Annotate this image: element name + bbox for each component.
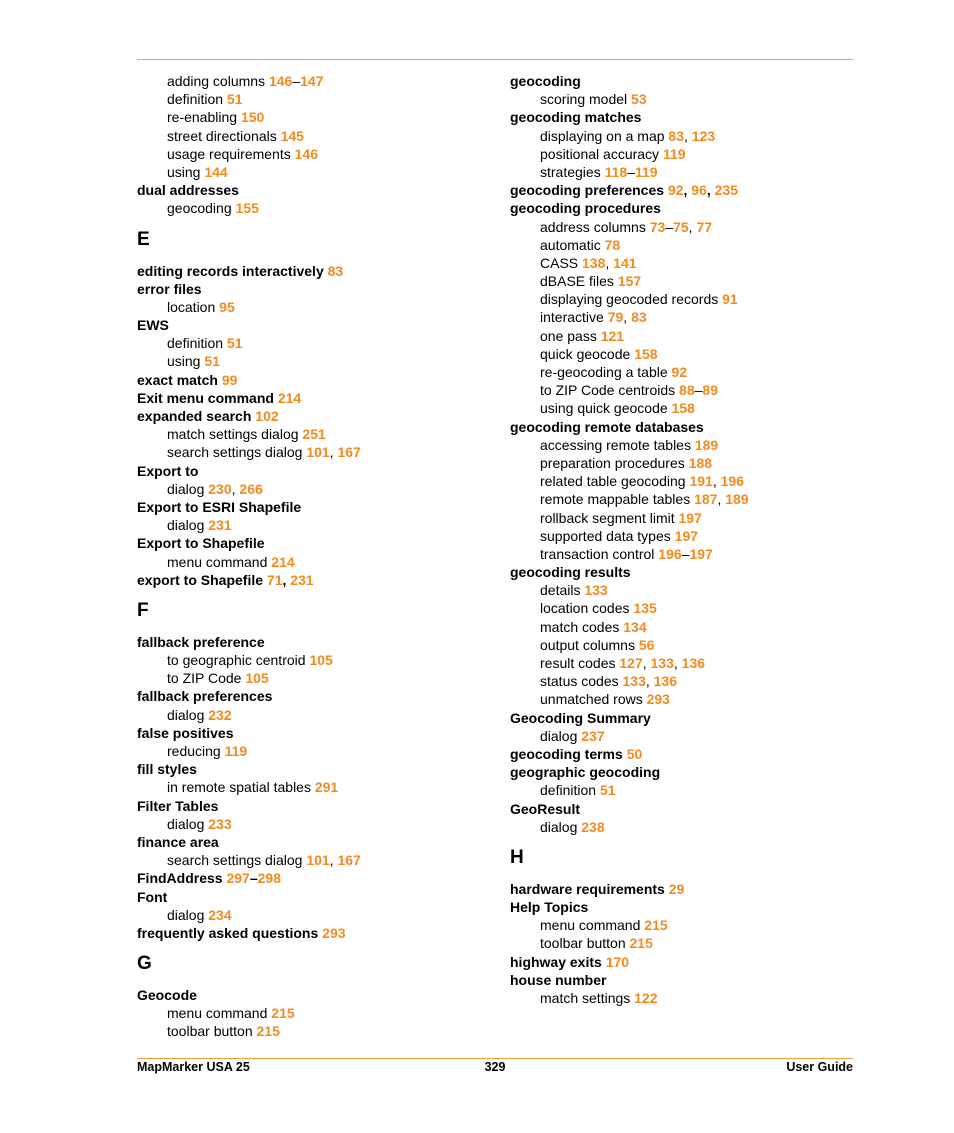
index-entry <box>510 800 860 818</box>
index-entry <box>510 898 860 916</box>
page-link[interactable]: 158 <box>671 400 695 417</box>
page-link[interactable]: 196 <box>720 473 744 490</box>
entry-text: Geocode <box>137 987 197 1004</box>
entry-text: menu command <box>167 553 272 570</box>
index-column-left <box>137 72 497 1041</box>
index-entry <box>510 563 860 581</box>
entry-text: match codes <box>540 618 624 635</box>
index-entry <box>137 924 497 942</box>
entry-text: Font <box>137 888 168 905</box>
page-link[interactable]: 118 <box>604 163 628 180</box>
entry-text: usage requirements <box>167 145 295 162</box>
index-subentry: displaying on a map 83, 123 <box>540 127 716 144</box>
entry-text: Export to Shapefile <box>137 535 265 552</box>
page-link[interactable]: 197 <box>678 509 702 526</box>
entry-text: definition <box>167 335 227 352</box>
page-link[interactable]: 127 <box>619 655 643 671</box>
entry-text: displaying geocoded records <box>540 291 723 308</box>
page-link[interactable]: 92 <box>671 364 688 380</box>
index-subentry <box>137 778 497 796</box>
index-subentry: address columns 73–75, 77 <box>540 218 713 235</box>
page-link[interactable]: 230 <box>208 480 232 497</box>
index-letter-heading <box>137 218 497 262</box>
entry-text: status codes <box>540 673 623 690</box>
entry-text: adding columns <box>167 73 269 89</box>
index-subentry: result codes 127, 133, 136 <box>540 655 706 671</box>
page-link[interactable]: 197 <box>689 545 713 562</box>
entry-text: false positives <box>137 724 234 741</box>
page-link[interactable]: 56 <box>638 636 655 653</box>
entry-text: remote mappable tables <box>540 491 695 508</box>
index-subentry <box>137 199 497 217</box>
page-link[interactable]: 141 <box>613 254 637 271</box>
index-subentry <box>510 581 860 599</box>
entry-text: dialog <box>167 815 209 832</box>
page-link[interactable]: 170 <box>605 953 630 970</box>
entry-text: menu command <box>167 1005 272 1022</box>
page-link[interactable]: 135 <box>633 600 657 617</box>
page-link[interactable]: 235 <box>714 182 739 199</box>
index-entry <box>137 498 497 516</box>
index-subentry <box>510 327 860 345</box>
entry-text: supported data types <box>540 527 675 544</box>
entry-text: F <box>137 599 149 621</box>
index-entry <box>137 280 497 298</box>
index-subentry <box>510 690 860 708</box>
page-link[interactable]: 231 <box>208 517 232 534</box>
entry-text: geocoding <box>167 200 236 217</box>
index-entry <box>137 797 497 815</box>
index-entry <box>137 389 497 407</box>
page-link[interactable]: 83 <box>668 127 684 144</box>
entry-text: re-geocoding a table <box>540 364 672 380</box>
page-link[interactable]: 136 <box>681 655 706 671</box>
index-subentry <box>137 906 497 924</box>
index-subentry: related table geocoding 191, 196 <box>540 473 744 490</box>
index-entry <box>137 262 497 280</box>
page-link[interactable]: 215 <box>644 917 668 934</box>
page-link[interactable]: 92 <box>667 182 684 199</box>
page-link[interactable]: 167 <box>337 444 361 461</box>
index-entry <box>510 763 860 781</box>
page-link[interactable]: 237 <box>581 727 605 744</box>
entry-text: frequently asked questions <box>137 924 323 941</box>
index-entry <box>510 199 860 217</box>
index-subentry <box>137 815 497 833</box>
index-entry <box>137 181 497 199</box>
entry-text: house number <box>510 971 607 988</box>
page-link[interactable]: 158 <box>634 345 658 362</box>
entry-text: to ZIP Code <box>167 670 246 687</box>
entry-text: match settings dialog <box>167 426 303 443</box>
page-link[interactable]: 233 <box>208 815 232 832</box>
entry-text: location <box>167 298 220 315</box>
index-subentry <box>510 436 860 454</box>
page-link[interactable]: 232 <box>208 706 232 723</box>
entry-text: scoring model <box>540 91 632 108</box>
entry-text: Export to ESRI Shapefile <box>137 498 302 515</box>
page-link[interactable]: 119 <box>224 743 248 759</box>
entry-text: match settings <box>540 990 635 1006</box>
entry-text: error files <box>137 280 202 297</box>
index-subentry <box>510 345 860 363</box>
page-link[interactable]: 88 <box>679 382 695 399</box>
index-subentry: interactive 79, 83 <box>540 309 647 326</box>
entry-text: fallback preferences <box>137 688 273 705</box>
index-entry: export to Shapefile 71, 231 <box>137 571 314 588</box>
index-subentry <box>510 454 860 472</box>
entry-text: Filter Tables <box>137 797 219 814</box>
index-subentry <box>137 553 497 571</box>
entry-text: Geocoding Summary <box>510 709 651 726</box>
index-subentry <box>510 599 860 617</box>
entry-text: accessing remote tables <box>540 436 695 453</box>
page-link[interactable]: 144 <box>204 163 228 180</box>
entry-text: strategies <box>540 163 605 180</box>
entry-text: H <box>510 846 524 868</box>
index-entry <box>137 687 497 705</box>
footer-guide-title: User Guide <box>786 1060 853 1074</box>
entry-text: menu command <box>540 917 645 934</box>
page-link[interactable]: 266 <box>239 480 263 497</box>
page-link[interactable]: 123 <box>691 127 716 144</box>
entry-text: location codes <box>540 600 634 617</box>
entry-text: FindAddress <box>137 870 227 887</box>
entry-text: geocoding terms <box>510 745 627 762</box>
page-link[interactable]: 96 <box>691 182 707 199</box>
page-link[interactable]: 77 <box>696 218 713 235</box>
entry-text: search settings dialog <box>167 852 307 869</box>
page-link[interactable]: 51 <box>226 91 243 108</box>
index-subentry: to ZIP Code centroids 88–89 <box>540 382 718 399</box>
page-link[interactable]: 99 <box>221 371 238 388</box>
index-subentry <box>137 298 497 316</box>
entry-text: dialog <box>540 727 582 744</box>
entry-text: highway exits <box>510 953 606 970</box>
index-subentry <box>510 916 860 934</box>
index-subentry <box>137 90 497 108</box>
index-subentry <box>510 781 860 799</box>
page-link[interactable]: 297 <box>226 870 250 887</box>
entry-text: toolbar button <box>540 935 630 952</box>
index-entry <box>510 72 860 90</box>
index-subentry: search settings dialog 101, 167 <box>167 852 361 869</box>
page-link[interactable]: 134 <box>623 618 647 635</box>
index-entry: geocoding preferences 92, 96, 235 <box>510 182 739 199</box>
index-entry: FindAddress 297–298 <box>137 870 281 887</box>
index-entry <box>137 888 497 906</box>
entry-text: Exit menu command <box>137 389 278 406</box>
index-subentry <box>510 290 860 308</box>
entry-text: related table geocoding <box>540 473 690 490</box>
footer-page-number: 329 <box>484 1060 506 1074</box>
entry-text: E <box>137 228 150 250</box>
entry-text: GeoResult <box>510 800 581 817</box>
entry-text: using <box>167 163 205 180</box>
index-subentry: strategies 118–119 <box>540 163 658 180</box>
entry-text: rollback segment limit <box>540 509 679 526</box>
index-subentry <box>510 636 860 654</box>
page-link[interactable]: 147 <box>300 73 324 89</box>
entry-text: hardware requirements <box>510 880 669 897</box>
entry-text: fill styles <box>137 761 197 778</box>
page-link[interactable]: 95 <box>219 298 235 315</box>
entry-text: result codes <box>540 655 620 671</box>
entry-text: definition <box>540 782 600 799</box>
entry-text: unmatched rows <box>540 691 647 708</box>
index-subentry: remote mappable tables 187, 189 <box>540 491 749 508</box>
entry-text: displaying on a map <box>540 127 669 144</box>
index-subentry <box>510 934 860 952</box>
index-subentry <box>510 145 860 163</box>
index-subentry <box>137 742 497 760</box>
page-link[interactable]: 105 <box>245 670 269 687</box>
entry-text: geocoding procedures <box>510 200 661 217</box>
index-subentry <box>510 509 860 527</box>
index-letter-heading <box>137 942 497 986</box>
entry-text: dialog <box>167 706 209 723</box>
page-link[interactable]: 50 <box>626 745 643 762</box>
page-link[interactable]: 251 <box>302 426 326 443</box>
entry-text: export to Shapefile <box>137 571 267 588</box>
index-subentry <box>510 818 860 836</box>
index-entry <box>510 108 860 126</box>
entry-text: street directionals <box>167 127 281 144</box>
page-link[interactable]: 89 <box>702 382 718 399</box>
index-entry <box>510 709 860 727</box>
page-link[interactable]: 91 <box>722 291 738 308</box>
index-entry <box>510 971 860 989</box>
header-rule <box>137 59 853 60</box>
index-entry <box>510 418 860 436</box>
page-link[interactable]: 79 <box>607 309 624 326</box>
index-subentry <box>137 108 497 126</box>
index-subentry <box>510 989 860 1007</box>
page-link[interactable]: 119 <box>634 163 658 180</box>
page-link[interactable]: 231 <box>290 571 314 588</box>
entry-text: geographic geocoding <box>510 764 661 781</box>
entry-text: exact match <box>137 371 222 388</box>
index-subentry <box>137 1004 497 1022</box>
entry-text: automatic <box>540 236 605 253</box>
footer-product-name: MapMarker USA 25 <box>137 1060 250 1074</box>
page-link[interactable]: 293 <box>646 691 670 708</box>
page-link[interactable]: 155 <box>235 200 259 217</box>
entry-text: to ZIP Code centroids <box>540 382 680 399</box>
index-column-right <box>510 72 860 1007</box>
index-subentry <box>137 425 497 443</box>
entry-text: re-enabling <box>167 109 241 126</box>
entry-text: to geographic centroid <box>167 652 310 669</box>
page-link[interactable]: 293 <box>322 924 346 941</box>
index-subentry <box>510 399 860 417</box>
page-link[interactable]: 157 <box>617 273 642 290</box>
page-link[interactable]: 146 <box>268 73 293 89</box>
entry-text: search settings dialog <box>167 444 307 461</box>
page-link[interactable]: 102 <box>255 408 279 424</box>
page-link[interactable]: 298 <box>257 870 281 887</box>
page-link[interactable]: 105 <box>309 652 333 669</box>
entry-text: toolbar button <box>167 1023 257 1040</box>
page-link[interactable]: 53 <box>631 91 647 108</box>
page-link[interactable]: 189 <box>694 436 719 453</box>
entry-text: geocoding results <box>510 564 631 581</box>
index-subentry <box>510 363 860 381</box>
page-link[interactable]: 214 <box>277 389 302 406</box>
index-subentry: CASS 138, 141 <box>540 254 637 271</box>
index-subentry <box>137 334 497 352</box>
entry-text: address columns <box>540 218 650 235</box>
entry-text: fallback preference <box>137 633 265 650</box>
entry-text: interactive <box>540 309 608 326</box>
index-subentry: status codes 133, 136 <box>540 673 677 690</box>
index-subentry <box>137 651 497 669</box>
entry-text: finance area <box>137 833 219 850</box>
entry-text: geocoding matches <box>510 109 642 126</box>
index-subentry <box>510 727 860 745</box>
page-link[interactable]: 83 <box>631 309 647 326</box>
entry-text: geocoding remote databases <box>510 418 704 435</box>
page-link[interactable]: 101 <box>306 444 330 461</box>
index-entry <box>137 760 497 778</box>
index-entry <box>137 986 497 1004</box>
index-subentry <box>137 352 497 370</box>
page-link[interactable]: 119 <box>662 145 686 162</box>
entry-text: EWS <box>137 317 169 334</box>
page-link[interactable]: 196 <box>658 545 682 562</box>
page-link[interactable]: 75 <box>673 218 689 235</box>
entry-text: one pass <box>540 327 601 344</box>
page-link[interactable]: 121 <box>600 327 625 344</box>
page-link[interactable]: 51 <box>226 335 243 352</box>
page-link[interactable]: 133 <box>584 582 608 599</box>
index-letter-heading <box>137 589 497 633</box>
entry-text: using quick geocode <box>540 400 672 417</box>
index-subentry <box>510 272 860 290</box>
index-entry <box>137 462 497 480</box>
entry-text: transaction control <box>540 545 659 562</box>
entry-text: editing records interactively <box>137 262 328 279</box>
entry-text: positional accuracy <box>540 145 663 162</box>
page-link[interactable]: 83 <box>327 262 344 279</box>
page-link[interactable]: 71 <box>266 571 283 588</box>
entry-text: CASS <box>540 254 583 271</box>
entry-text: details <box>540 582 585 599</box>
index-entry <box>137 633 497 651</box>
page-link[interactable]: 136 <box>653 673 677 690</box>
entry-text: expanded search <box>137 408 256 424</box>
entry-text: G <box>137 953 152 975</box>
entry-text: dialog <box>167 480 209 497</box>
page-link[interactable]: 234 <box>208 906 232 923</box>
index-subentry <box>137 127 497 145</box>
index-entry <box>510 745 860 763</box>
page-link[interactable]: 51 <box>599 782 616 799</box>
page-link[interactable]: 133 <box>622 673 646 690</box>
page-link[interactable]: 197 <box>674 527 699 544</box>
index-subentry <box>510 618 860 636</box>
page-link[interactable]: 215 <box>271 1005 295 1022</box>
entry-text: dual addresses <box>137 182 239 199</box>
entry-text: quick geocode <box>540 345 635 362</box>
page-link[interactable]: 291 <box>314 779 339 796</box>
index-subentry: search settings dialog 101, 167 <box>167 444 361 461</box>
page-link[interactable]: 215 <box>629 935 653 952</box>
index-subentry <box>510 236 860 254</box>
page-link[interactable]: 189 <box>725 491 749 508</box>
index-entry <box>137 407 497 425</box>
page-link[interactable]: 215 <box>256 1023 280 1040</box>
index-entry <box>510 953 860 971</box>
index-entry <box>137 371 497 389</box>
entry-text: preparation procedures <box>540 454 689 471</box>
index-subentry: adding columns 146–147 <box>167 73 324 89</box>
entry-text: definition <box>167 91 227 108</box>
index-subentry <box>510 90 860 108</box>
footer-rule <box>137 1058 853 1059</box>
entry-text: output columns <box>540 636 639 653</box>
page-link[interactable]: 238 <box>581 818 605 835</box>
page-link[interactable]: 150 <box>240 109 265 126</box>
entry-text: dialog <box>540 818 582 835</box>
page-link[interactable]: 146 <box>294 145 318 162</box>
page-link[interactable]: 78 <box>604 236 621 253</box>
entry-text: using <box>167 353 205 370</box>
entry-text: Export to <box>137 462 199 479</box>
index-subentry <box>137 1022 497 1040</box>
page-link[interactable]: 29 <box>668 880 685 897</box>
index-entry <box>510 880 860 898</box>
index-letter-heading <box>510 836 860 880</box>
index-entry <box>137 316 497 334</box>
index-entry <box>137 534 497 552</box>
page-link[interactable]: 145 <box>280 127 304 144</box>
page-link[interactable]: 187 <box>694 491 718 508</box>
page-link[interactable]: 133 <box>650 655 674 671</box>
entry-text: in remote spatial tables <box>167 779 315 796</box>
entry-text: Help Topics <box>510 899 589 916</box>
index-subentry <box>137 669 497 687</box>
page-link[interactable]: 214 <box>271 553 295 570</box>
index-subentry <box>137 145 497 163</box>
page-link[interactable]: 138 <box>582 254 606 271</box>
index-entry <box>137 833 497 851</box>
page-link[interactable]: 73 <box>649 218 666 235</box>
page-link[interactable]: 167 <box>337 852 361 869</box>
page-link[interactable]: 51 <box>204 353 220 370</box>
entry-text: geocoding <box>510 73 581 89</box>
entry-text: dBASE files <box>540 273 618 290</box>
index-subentry <box>137 516 497 534</box>
index-subentry: dialog 230, 266 <box>167 480 263 497</box>
page-link[interactable]: 188 <box>688 454 713 471</box>
entry-text: geocoding preferences <box>510 182 668 199</box>
page-link[interactable]: 122 <box>634 990 658 1006</box>
index-entry <box>137 724 497 742</box>
entry-text: dialog <box>167 517 209 534</box>
page-link[interactable]: 191 <box>689 473 713 490</box>
index-subentry <box>137 163 497 181</box>
page-link[interactable]: 101 <box>306 852 330 869</box>
index-subentry <box>137 706 497 724</box>
index-subentry: transaction control 196–197 <box>540 545 713 562</box>
entry-text: reducing <box>167 743 225 759</box>
entry-text: dialog <box>167 906 209 923</box>
index-subentry <box>510 527 860 545</box>
